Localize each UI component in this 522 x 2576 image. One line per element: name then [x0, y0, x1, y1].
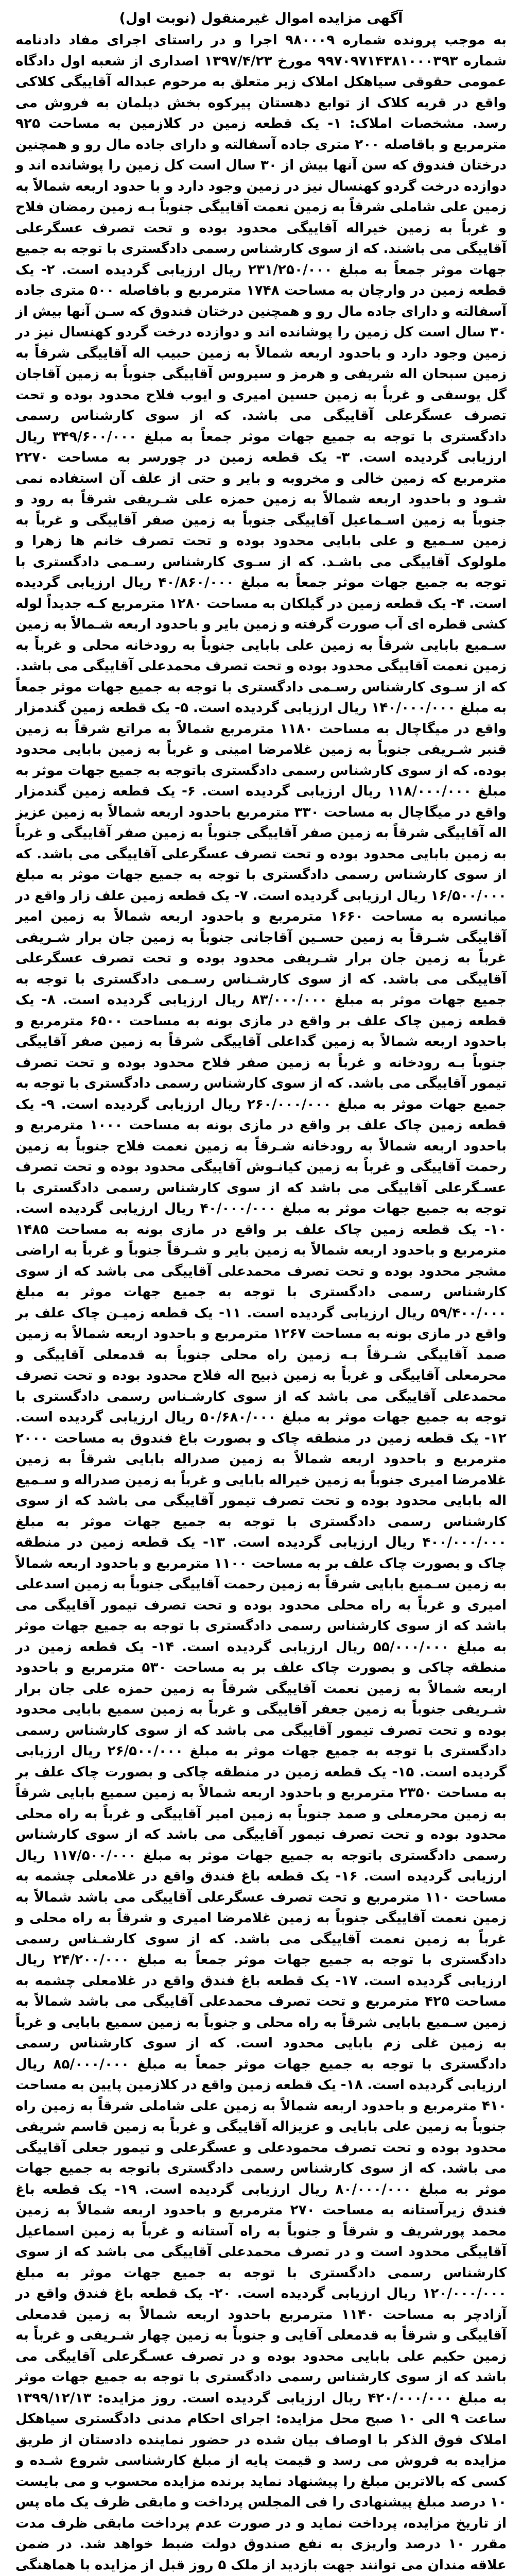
notice-body: به موجب پرونده شماره ۹۸۰۰۰۹ اجرا و در راستای اجرای مفاد دادنامه شماره ۹۹۷۰۹۷۱۴۳۸۱۰۰۰۳۹۳ مورخ ۱۳۹۷/۴/۲۳ اصداری از شعبه اول دادگاه عمومی حقوقی سیاهکل املاک زیر متعلق به مرحوم عبداله آقاییگی کلاکی واقع در قریه کلاک از توابع دهستان پیرکوه بخش دیلمان به فروش می رسد. مشخصات املاک: ۱- یک قطعه زمین در کلازمین به مساحت ۹۲۵ مترمربع و باقاصله ۲۰۰ متری جاده آسفالته و دارای جاده مال رو و همچنین درختان فندوق که سن آنها بیش از ۳۰ سال است کل زمین را پوشانده اند و دوازده درخت گردو کهنسال نیز در زمین وجود دارد و با حدود اربعه شمالاً به زمین علی شاملی شرقاً به زمین نعمت آقاییگی جنوباً بـه زمین رمضان فلاح و غرباً به زمین خیراله آقاییگی محدود بوده و تحت تصرف عسگرعلی آقاییگی می باشند. که از سوی کارشناس رسمی دادگستری با توجه به جمیع جهات موثر جمعاً به مبلغ ۲۳۱/۲۵۰/۰۰۰ ریال ارزیابی گردیده است. ۲- یک قطعه زمین در وارچان به مساحت ۱۷۴۸ مترمربع و بافاصله ۵۰۰ متری جاده آسفالته و دارای جاده مال رو و همچنین درختان فندوق که سـن آنها بیش از ۳۰ سال است کل زمین را پوشانده اند و دوازده درخت گردو کهنسال نیز در زمین وجود دارد و باحدود اربعه شمالاً به زمین حبیب اله آقاییگی شرقاً به زمین سبحان اله شریفی و هرمز و سیروس آقاییگی جنوباً به زمین آقاجان گل یوسفی و غرباً به زمین حسین امیری و ایوب فلاح محدود بوده و تحت تصرف عسگرعلی آقاییگی می باشد. که از سوی کارشناس رسمی دادگستری با توجه به جمیع جهات موثر جمعاً به مبلغ ۳۴۹/۶۰۰/۰۰۰ ریال ارزیابی گردیده است. ۳- یک قطعه زمین در چورسر به مساحت ۲۲۷۰ مترمربع که زمین خالی و مخروبه و بایر و حتی از علف آن استفاده نمی شـود و باحدود اربعه شمالاً به زمین حمزه علی شـریفی شرقاً به رود و جنوباً به زمین اسـماعیل آقاییگی جنوباً به زمین صفر آقاییگی و غرباً به زمین سـمیع و علی بابایی محدود بوده و تحت تصرف خانم ها زهرا و ملولوک آقاییگی می باشـد. که از سـوی کارشناس رسـمی دادگستری با توجه به جمیع جهات موثر جمعاً به مبلغ ۴۰/۸۶۰/۰۰۰ ریال ارزیابی گردیده است. ۴- یک قطعه زمین در گیلکان به مساحت ۱۲۸۰ مترمربع کـه جدیداً لوله کشی قطره ای آب صورت گرفته و زمین بایر و باحدود اربعه شـمالاً به زمین سـمیع بابایی شرقاً به زمین علی بابایی جنوباً به رودخانه محلی و غرباً به زمین نعمت آقاییگی محدود بوده و تحت تصرف محمدعلی آقاییگی می باشد. که از سـوی کارشناس رسـمی دادگستری با توجه به جمیع جهات موثر جمعاً به مبلغ ۱۴۰/۰۰۰/۰۰۰ ریال ارزیابی گردیده است. ۵- یک قطعه زمین گندمزار واقع در میگاچال به مساحت ۱۱۸۰ مترمربع شمالاً به مراتع شرقاً به زمین قنبر شـریفی جنوباً به زمین غلامرضا امینی و غرباً به زمین بابایی محدود بوده. که از سوی کارشناس رسمی دادگستری باتوجه به جمیع جهات موثر به مبلغ ۱۱۸/۰۰۰/۰۰۰ ریال ارزیابی گردیده است. ۶- یک قطعه زمین گندمزار واقع در میگاچال به مساحت ۳۳۰ مترمربع باحدود اربعه شمالاً به زمین عزیز اله آقاییگی شرقاً به زمین صفر آقاییگی جنوباً به زمین صفر آقاییگی و غرباً به زمین بابایی محدود بوده و تحت تصرف عسگرعلی آقاییگی می باشد. که از سوی کارشناس رسمی دادگستری با توجه به جمیع جهات موثر به مبلغ ۱۶/۵۰۰/۰۰۰ ریال ارزیابی گردیده است. ۷- یک قطعه زمین علف زار واقع در میانسره به مساحت ۱۶۶۰ مترمربع و باحدود اربعه شمالاً به زمین امیر آقاییگی شـرقاً به زمین حسـین آقاجانی جنوباً به زمین جان برار شـریفی غرباً به زمین جان برار شـریفی محدود بوده و تحت تصرف عسگرعلی آقاییگی می باشد. که از سوی کارشـناس رسـمی دادگستری با توجه به جمیع جهات موثر به مبلغ ۸۳/۰۰۰/۰۰۰ ریال ارزیابی گردیده است. ۸- یک قطعه زمین چاک علف بر واقع در مازی بونه به مساحت ۶۵۰۰ مترمربع و باحدود اربعه شمالاً به زمین گداعلی آقاییگی شرقاً به زمین صفر آقاییگی جنوباً بـه رودخانه و غرباً به زمین صفر فلاح محدود بوده و تحت تصرف تیمور آقاییگی می باشد. که از سوی کارشناس رسمی دادگستری با توجه به جمیع جهات موثر به مبلغ ۲۶۰/۰۰۰/۰۰۰ ریال ارزیابی گردیده است. ۹- یک قطعه زمین چاک علف بر واقع در مازی بونه به مساحت ۱۰۰۰ مترمربع و باحدود اربعه شمالاً به رودخانه شـرقاً به زمین نعمت فلاح جنوباً به زمین رحمت آقاییگی و غرباً به زمین کیانـوش آقاییگی محدود بوده و تحت تصرف عسـگرعلی آقاییگی می باشد که از سوی کارشناس رسمی دادگستری با توجه به جمیع جهات موثر به مبلغ ۴۰/۰۰۰/۰۰۰ ریال ارزیابی گردیده است. ۱۰- یک قطعه زمین چاک علف بر واقع در مازی بونه به مساحت ۱۴۸۵ مترمربع و باحدود اربعه شمالاً به زمین بایر و شـرقاً جنوباً و غرباً به اراضی مشجر محدود بوده و تحت تصرف محمدعلی آقاییگی می باشد که از سوی کارشناس رسمی دادگستری با توجه به جمیع جهات موثر به مبلغ ۵۹/۴۰۰/۰۰۰ ریال ارزیابی گردیده است. ۱۱- یک قطعه زمیـن چاک علف بر واقع در مازی بونه به مساحت ۱۲۶۷ مترمربع و باحدود اربعه شمالاً به زمین صمد آقاییگی شـرقاً بـه زمین راه محلی جنوباً به قدمعلی آقاییگی و محرمعلی آقاییگی و غرباً به زمین ذبیح اله فلاح محدود بوده و تحت تصرف محمدعلی آقاییگی می باشد که از سوی کارشـناس رسمی دادگستری با توجه به جمیع جهات موثر به مبلغ ۵۰/۶۸۰/۰۰۰ ریال ارزیابی گردیده است. ۱۲- یک قطعه زمین در منطقه چاک و بصورت باغ فندوق به مساحت ۲۰۰۰ مترمربع و باحدود اربعه شمالاً به زمین صدراله بابایی شرقاً به زمین غلامرضا امیری جنوباً به زمین خیراله بابایی و غرباً به زمین صدراله و سـمیع اله بابایی محدود بوده و تحت تصرف تیمور آقاییگی می باشد که از سوی کارشناس رسمی دادگستری با توجه به جمیع جهات موثر به مبلغ ۴۰۰/۰۰۰/۰۰۰ ریال ارزیابی گردیده است. ۱۳- یک قطعه زمین در منطقه چاک و بصورت چاک علف بر به مساحت ۱۱۰۰ مترمربع و باحدود اربعه شمالاً به زمین سـمیع بابایی شرقاً به زمین رحمت آقاییگی جنوباً به زمین اسدعلی امیری و غرباً به راه محلی محدود بوده و تحت تصرف تیمور آقاییگی می باشد که از سوی کارشناس رسمی دادگستری با توجه به جمیع جهات موثر به مبلغ ۵۵/۰۰۰/۰۰۰ ریال ارزیابی گردیده است. ۱۴- یک قطعه زمین در منطقه چاکی و بصورت چاک علف بر به مساحت ۵۳۰ مترمربع و باحدود اربعه شمالاً به زمین نعمت آقاییگی شرقاً به زمین حمزه علی جان برار شـریفی جنوباً به زمین جعفر آقاییگی و غرباً به زمین سمیع بابایی محدود بوده و تحت تصرف تیمور آقاییگی می باشد که از سوی کارشناس رسمی دادگستری با توجه به جمیع جهات موثر به مبلغ ۲۶/۵۰۰/۰۰۰ ریال ارزیابی گردیده است. ۱۵- یک قطعه زمین در منطقه چاکی و بصورت چاک علف بر به مساحت ۲۳۵۰ مترمربع و باحدود اربعه شمالاً به زمین سمیع بابایی شرقاً به زمین محرمعلی و صمد جنوباً به زمین امیر آقاییگی و غرباً به راه محلی محدود بوده و تحت تصرف تیمور آقاییگی می باشد که از سوی کارشناس رسمی دادگستری باتوجه به جمیع جهات موثر به مبلغ ۱۱۷/۵۰۰/۰۰۰ ریال ارزیابی گردیده است. ۱۶- یک قطعه باغ فندق واقع در غلامعلی چشمه به مساحت ۱۱۰ مترمربع و تحت تصرف عسگرعلی آقاییگی می باشد شمالاً به زمین نعمت آقاییگی جنوباً به زمین غلامرضا امیری و شرقاً به راه محلی و غرباً به زمین نعمت آقاییگی می باشد. که از سوی کارشـناس رسمی دادگستری با توجه به جمیع جهات موثر جمعاً به مبلغ ۲۴/۲۰۰/۰۰۰ ریال ارزیابی گردیده است. ۱۷- یک قطعه باغ فندق واقع در غلامعلی چشمه به مساحت ۴۲۵ مترمربع و تحت تصرف محمدعلی آقاییگی می باشد شمالاً به زمین سـمیع بابایی شرقاً به راه محلی و جنوباً به زمین سمیع بابایی و غرباً به زمین غلی زم بابایی محدود است. که از سوی کارشناس رسمی دادگستری با توجه به جمیع جهات موثر جمعاً به مبلغ ۸۵/۰۰۰/۰۰۰ ریال ارزیابی گردیده است. ۱۸- یک قطعه زمین واقع در کلازمین پایین به مساحت ۴۱۰ مترمربع و باحدود اربعه شمالاً به زمین علی شاملی شرقاً به زمین راه جنوباً به زمین علی بابایی و عزیزاله آقاییگی و غرباً به زمین قاسم شریفی محدود بوده و تحت تصرف محمودعلی و عسگرعلی و تیمور جعلی آقاییگی می باشد. که از سوی کارشناس رسمی دادگستری باتوجه به جمیع جهات موثر به مبلغ ۸۰/۰۰۰/۰۰۰ ریال ارزیابی گردیده است. ۱۹- یک قطعه باغ فندق زیرآستانه به مساحت ۲۷۰ مترمربع و باحدود اربعه شمالاً به زمین محمد پورشریف و شرقاً و جنوباً به راه آستانه و غرباً به زمین اسماعیل آقاییگی محدود است و در تصرف محمدعلی آقاییگی می باشد که از سوی کارشناس رسمی دادگستری با توجه به جمیع جهات موثر به مبلغ ۱۲۰/۰۰۰/۰۰۰ ریال ارزیابی گردیده است. ۲۰- یک قطعه باغ فندق واقع در آزادچر به مساحت ۱۱۴۰ مترمربع باحدود اربعه شمالاً به زمین قدمعلی آقاییگی و شرقاً به قدمعلی آقایی و جنوباً به زمین چهار شـریفی و غرباً به زمین حکیم علی بابایی محدود بوده و در تصرف عسـگرعلی آقاییگی می باشد که از سوی کارشناس رسمی دادگستری با توجه به جمیع جهات موثر به مبلغ ۴۲۰/۰۰۰/۰۰۰ ریال ارزیابی گردیده است. روز مزایده: ۱۳۹۹/۱۲/۱۳ ساعت ۹ الی ۱۰ صبح محل مزایده: اجرای احکام مدنی دادگستری سیاهکل املاک فوق الذکر با اوصاف بیان شده در حضور نماینده دادستان از طریق مزایده به فروش می رسد و قیمت پایه از مبلغ کارشناسی شروع شـده و کسی که بالاترین مبلغ را پیشنهاد نماید برنده مزایده محسوب و می بایست ۱۰ درصد مبلغ پیشنهادی را فی المجلس پرداخت و مابقی ظرف یک ماه پس از تاریخ مزایده، پرداخت نماید و در صورت عدم پرداخت مابقی ظرف مدت مقرر ۱۰ درصد واریزی به نفع صندوق دولت ضبط خواهد شد. در ضمن علاقه مندان می توانند جهت بازدید از ملک ۵ روز قبل از مزایده با هماهنگی [15, 32, 507, 2573]
notice-title: آگهی مزایده اموال غیرمنقول (نوبت اول) [119, 10, 403, 26]
